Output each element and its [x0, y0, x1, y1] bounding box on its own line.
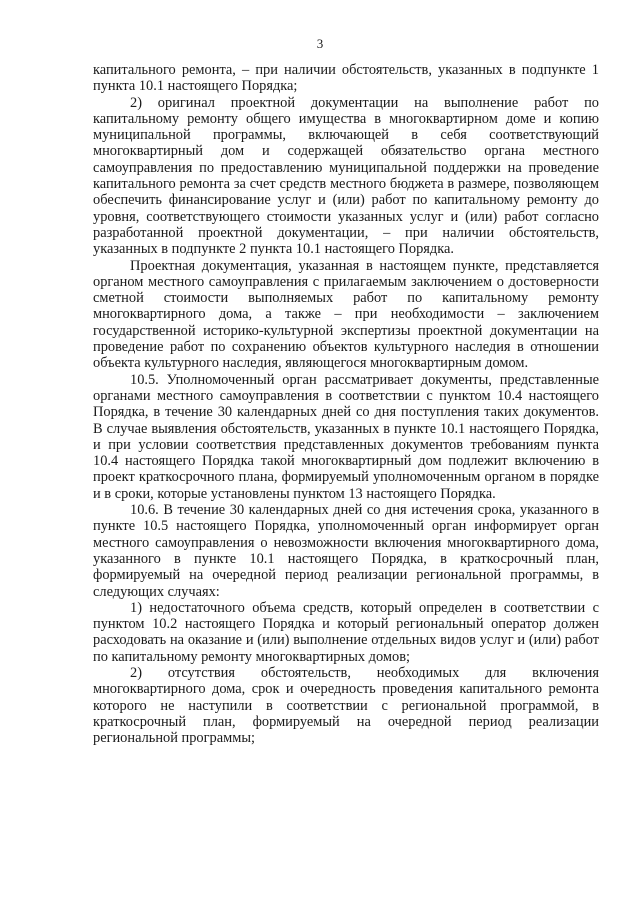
paragraph-10-6: 10.6. В течение 30 календарных дней со дня истечения срока, указанного в пункте 10.5 настоящего Порядка, уполномоченный орган информирует орган местного самоуправления о невозможности включения многоквартирного дома, указанного в пункте 10.1 настоящего Порядка, в краткосрочный план, формируемый на очередной период реализации региональной программы, в следующих случаях:	[93, 502, 599, 600]
paragraph-subitem-2: 2) оригинал проектной документации на выполнение работ по капитальному ремонту общего имущества в многоквартирном доме и копию муниципальной программы, включающей в себя соответствующий многоквартирный дом и содержащей обязательство органа местного самоуправления по предоставлению муниципальной поддержки на проведение капитального ремонта за счет средств местного бюджета в размере, позволяющем обеспечить финансирование услуг и (или) работ по капитальному ремонту до уровня, соответствующего стоимости указанных услуг и (или) работ согласно разработанной проектной документации, – при наличии обстоятельств, указанных в подпункте 2 пункта 10.1 настоящего Порядка.	[93, 94, 599, 258]
paragraph-case-1: 1) недостаточного объема средств, который определен в соответствии с пунктом 10.2 настоящего Порядка и который региональный оператор должен расходовать на оказание и (или) выполнение отдельных видов услуг и (или) работ по капитальному ремонту многоквартирных домов;	[93, 599, 599, 665]
page-number: 3	[316, 36, 324, 51]
paragraph-project-documentation: Проектная документация, указанная в настоящем пункте, представляется органом местного самоуправления с прилагаемым заключением о достоверности сметной стоимости выполняемых работ по капитальному ремонту многоквартирного дома, а также – при необходимости – заключением государственной историко-культурной экспертизы проектной документации на проведение работ по сохранению объектов культурного наследия в отношении объекта культурного наследия, являющегося многоквартирным домом.	[93, 257, 599, 372]
paragraph-continuation: капитального ремонта, – при наличии обстоятельств, указанных в подпункте 1 пункта 10.1 настоящего Порядка;	[93, 62, 599, 95]
paragraph-10-5: 10.5. Уполномоченный орган рассматривает документы, представленные органами местного самоуправления в соответствии с пунктом 10.4 настоящего Порядка, в течение 30 календарных дней со дня поступления таких документов. В случае выявления обстоятельств, указанных в пункте 10.1 настоящего Порядка, и при условии соответствия представленных документов требованиям пункта 10.4 настоящего Порядка такой многоквартирный дом подлежит включению в проект краткосрочного плана, формируемый уполномоченным органом в порядке и в сроки, которые установлены пунктом 13 настоящего Порядка.	[93, 371, 599, 502]
document-body	[93, 62, 599, 746]
paragraph-case-2: 2) отсутствия обстоятельств, необходимых для включения многоквартирного дома, срок и очередность проведения капитального ремонта которого не наступили в соответствии с региональной программой, в краткосрочный план, формируемый на очередной период реализации региональной программы;	[93, 664, 599, 747]
